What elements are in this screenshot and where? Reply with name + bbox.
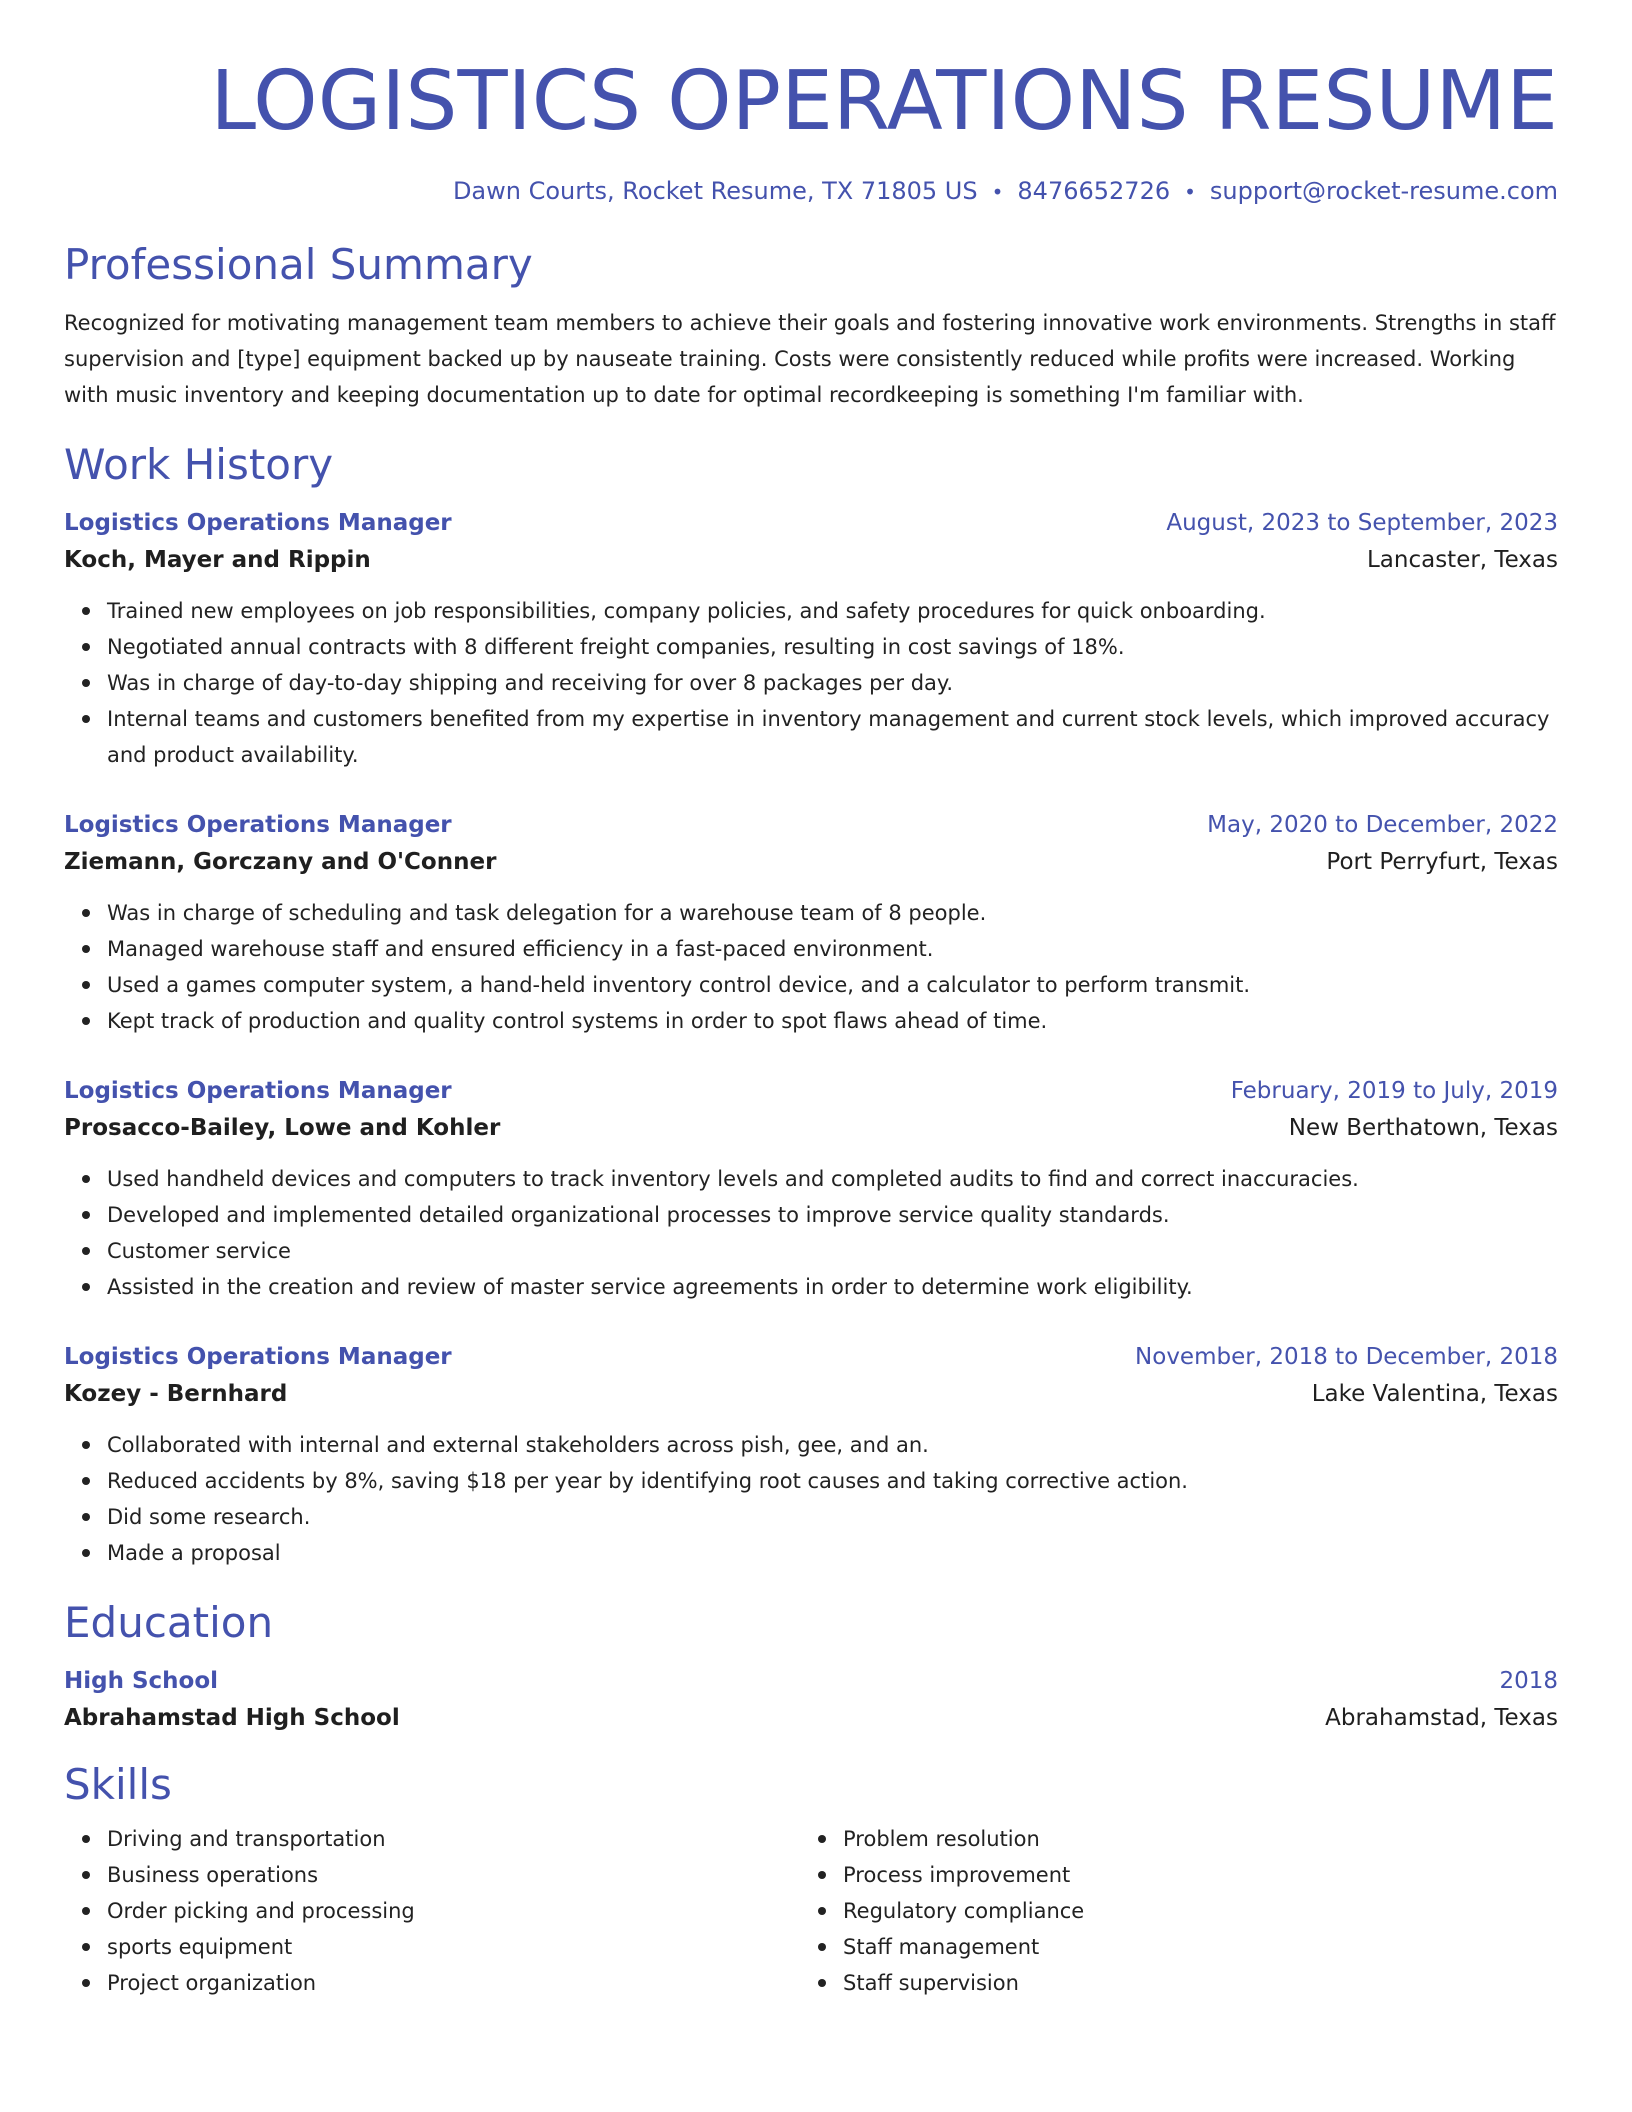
job-bullet: Used handheld devices and computers to track inventory levels and completed audits to find and correct inaccuracies.: [107, 1161, 1558, 1197]
job-bullet: Assisted in the creation and review of master service agreements in order to determine work eligibility.: [107, 1269, 1558, 1305]
job-bullet: Did some research.: [107, 1499, 1558, 1535]
job-location: Lancaster, Texas: [1366, 547, 1558, 573]
job-role: Logistics Operations Manager: [64, 812, 452, 838]
job-company: Koch, Mayer and Rippin: [64, 547, 371, 573]
contact-separator: •: [1184, 180, 1196, 204]
education-heading: Education: [64, 1598, 274, 1647]
skill-item: sports equipment: [107, 1929, 800, 1965]
skills-heading: Skills: [64, 1760, 172, 1809]
skill-item: Regulatory compliance: [843, 1893, 1536, 1929]
summary-heading: Professional Summary: [64, 240, 533, 289]
job-bullet: Collaborated with internal and external stakeholders across pish, gee, and an.: [107, 1427, 1558, 1463]
skill-item: Process improvement: [843, 1857, 1536, 1893]
job-bullet: Kept track of production and quality control systems in order to spot flaws ahead of time.: [107, 1003, 1558, 1039]
job-bullet: Was in charge of day-to-day shipping and receiving for over 8 packages per day.: [107, 665, 1558, 701]
job-location: Port Perryfurt, Texas: [1326, 849, 1558, 875]
skill-item: Order picking and processing: [107, 1893, 800, 1929]
job-bullet: Made a proposal: [107, 1535, 1558, 1571]
education-entry: [64, 1663, 1558, 1737]
job-role: Logistics Operations Manager: [64, 1078, 452, 1104]
job-bullets: [64, 895, 1558, 1039]
skill-item: Project organization: [107, 1965, 800, 2001]
contact-line: [64, 174, 1558, 209]
work-history-heading: Work History: [64, 440, 334, 489]
contact-phone: 8476652726: [1017, 177, 1171, 205]
job-role: Logistics Operations Manager: [64, 510, 452, 536]
job-bullets: [64, 1427, 1558, 1571]
skill-item: Problem resolution: [843, 1821, 1536, 1857]
education-degree: High School: [64, 1668, 219, 1694]
job-company: Prosacco-Bailey, Lowe and Kohler: [64, 1115, 501, 1141]
skills-column-right: [800, 1821, 1536, 2001]
job-company: Ziemann, Gorczany and O'Conner: [64, 849, 497, 875]
job-bullet: Used a games computer system, a hand-held inventory control device, and a calculator to perform transmit.: [107, 967, 1558, 1003]
job-dates: May, 2020 to December, 2022: [1207, 812, 1558, 838]
job-entry: [64, 807, 1558, 1039]
skill-item: Driving and transportation: [107, 1821, 800, 1857]
education-year: 2018: [1499, 1668, 1558, 1694]
job-bullet: Managed warehouse staff and ensured efficiency in a fast-paced environment.: [107, 931, 1558, 967]
job-bullet: Customer service: [107, 1233, 1558, 1269]
job-location: New Berthatown, Texas: [1288, 1115, 1558, 1141]
education-school: Abrahamstad High School: [64, 1705, 400, 1731]
resume-title: LOGISTICS OPERATIONS RESUME: [210, 54, 1558, 149]
skill-item: Staff management: [843, 1929, 1536, 1965]
job-role: Logistics Operations Manager: [64, 1344, 452, 1370]
job-dates: February, 2019 to July, 2019: [1230, 1078, 1558, 1104]
job-company: Kozey - Bernhard: [64, 1381, 288, 1407]
job-dates: November, 2018 to December, 2018: [1135, 1344, 1558, 1370]
job-location: Lake Valentina, Texas: [1311, 1381, 1558, 1407]
skills-column-left: [64, 1821, 800, 2001]
job-bullet: Internal teams and customers benefited from my expertise in inventory management and current stock levels, which improved accuracy and product availability.: [107, 701, 1558, 773]
resume-page: [64, 0, 1558, 2001]
skills-list: [64, 1821, 1558, 2001]
skill-item: Business operations: [107, 1857, 800, 1893]
skill-item: Staff supervision: [843, 1965, 1536, 2001]
contact-email: support@rocket-resume.com: [1209, 177, 1558, 205]
job-entry: [64, 1339, 1558, 1571]
summary-text: Recognized for motivating management team members to achieve their goals and fostering innovative work environments. Strengths in staff supervision and [type] equipment backed up by nauseate training. Costs were consistently reduced while profits were increased. Working with music inventory and keeping documentation up to date for optimal recordkeeping is something I'm familiar with.: [64, 311, 1556, 407]
contact-address: Dawn Courts, Rocket Resume, TX 71805 US: [452, 177, 978, 205]
job-bullet: Reduced accidents by 8%, saving $18 per year by identifying root causes and taking corrective action.: [107, 1463, 1558, 1499]
job-bullet: Developed and implemented detailed organizational processes to improve service quality standards.: [107, 1197, 1558, 1233]
job-bullets: [64, 593, 1558, 773]
job-entry: [64, 505, 1558, 773]
job-bullet: Trained new employees on job responsibilities, company policies, and safety procedures for quick onboarding.: [107, 593, 1558, 629]
job-dates: August, 2023 to September, 2023: [1166, 510, 1558, 536]
contact-separator: •: [991, 180, 1004, 204]
job-bullet: Negotiated annual contracts with 8 different freight companies, resulting in cost savings of 18%.: [107, 629, 1558, 665]
job-bullets: [64, 1161, 1558, 1305]
job-entry: [64, 1073, 1558, 1305]
education-location: Abrahamstad, Texas: [1325, 1705, 1558, 1731]
job-bullet: Was in charge of scheduling and task delegation for a warehouse team of 8 people.: [107, 895, 1558, 931]
